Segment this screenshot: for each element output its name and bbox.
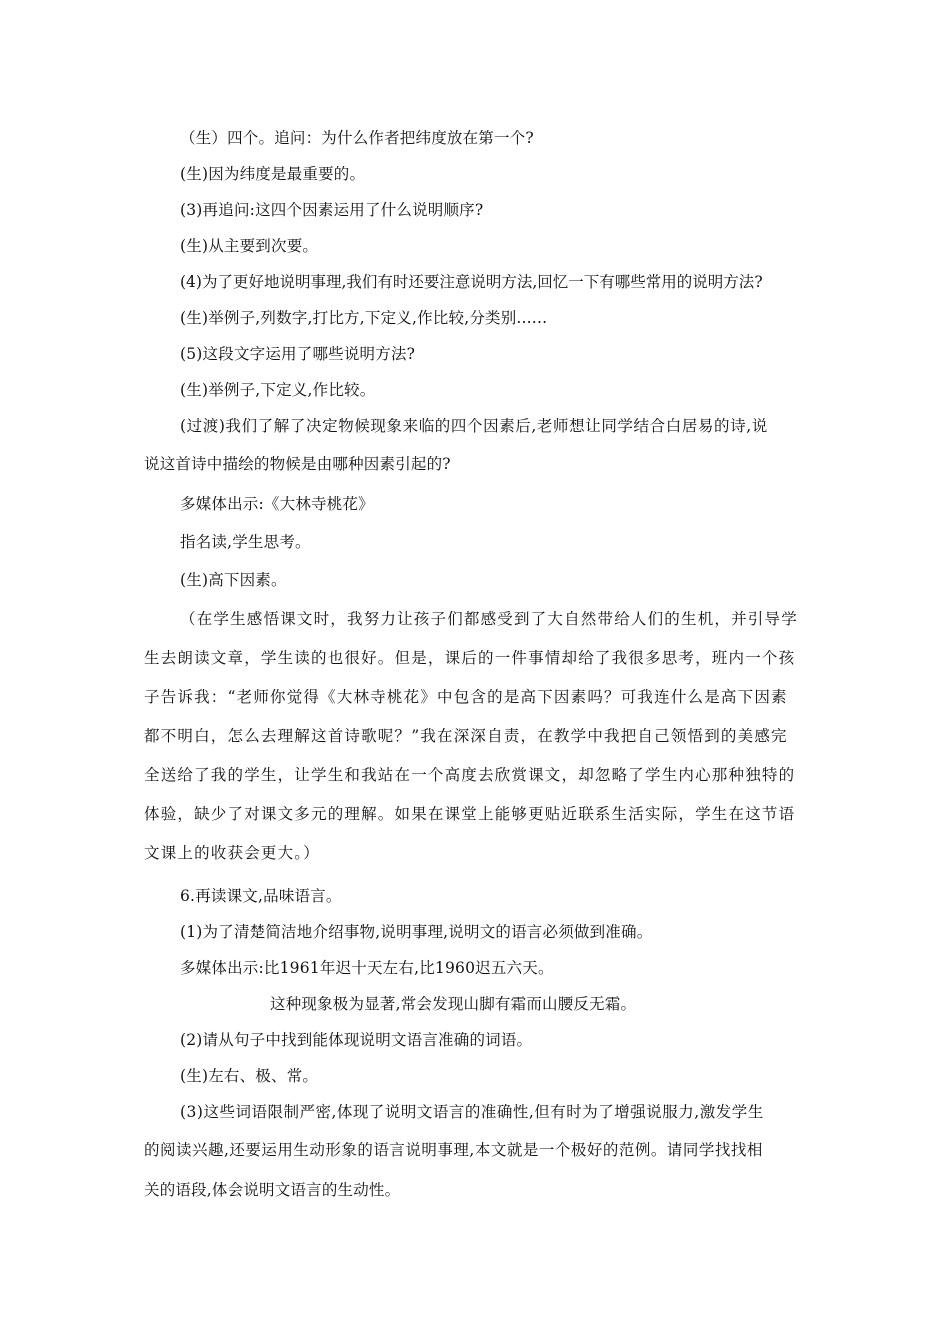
text-line: (生)左右、极、常。 bbox=[180, 1067, 319, 1085]
text-line: (2)请从句子中找到能体现说明文语言准确的词语。 bbox=[180, 1031, 533, 1049]
text-line: (4)为了更好地说明事理,我们有时还要注意说明方法,回忆一下有哪些常用的说明方法? bbox=[180, 273, 763, 291]
text-line: (生)举例子,列数字,打比方,下定义,作比较,分类别...... bbox=[180, 309, 548, 327]
reflection-line: 体验，缺少了对课文多元的理解。如果在课堂上能够更贴近联系生活实际，学生在这节语 bbox=[144, 805, 796, 823]
text-line: （生）四个。追问：为什么作者把纬度放在第一个? bbox=[180, 129, 534, 147]
teaching-reflection-paragraph bbox=[144, 600, 816, 873]
text-line: (生)高下因素。 bbox=[180, 571, 287, 589]
text-line: (生)从主要到次要。 bbox=[180, 237, 319, 255]
text-line: (1)为了清楚简洁地介绍事物,说明事理,说明文的语言必须做到准确。 bbox=[180, 923, 653, 941]
reflection-line: 生去朗读文章，学生读的也很好。但是，课后的一件事情却给了我很多思考，班内一个孩 bbox=[144, 649, 796, 667]
text-line: 多媒体出示:《大林寺桃花》 bbox=[180, 495, 374, 513]
text-line: 说这首诗中描绘的物候是由哪种因素引起的? bbox=[144, 455, 451, 473]
reflection-line: （在学生感悟课文时，我努力让孩子们都感受到了大自然带给人们的生机，并引导学 bbox=[180, 610, 798, 628]
text-line: 这种现象极为显著,常会发现山脚有霜而山腰反无霜。 bbox=[270, 995, 637, 1013]
text-line: 指名读,学生思考。 bbox=[180, 533, 311, 551]
text-line: 多媒体出示:比1961年迟十天左右,比1960迟五六天。 bbox=[180, 959, 554, 977]
reflection-line: 子告诉我：“老师你觉得《大林寺桃花》中包含的是高下因素吗？可我连什么是高下因素 bbox=[144, 688, 788, 706]
text-line: (生)举例子,下定义,作比较。 bbox=[180, 381, 376, 399]
text-line: (生)因为纬度是最重要的。 bbox=[180, 165, 366, 183]
text-line: 关的语段,体会说明文语言的生动性。 bbox=[144, 1181, 401, 1199]
reflection-line: 都不明白，怎么去理解这首诗歌呢？”我在深深自责，在教学中我把自己领悟到的美感完 bbox=[144, 727, 788, 745]
text-line: (3)这些词语限制严密,体现了说明文语言的准确性,但有时为了增强说服力,激发学生 bbox=[180, 1103, 764, 1121]
text-line: 的阅读兴趣,还要运用生动形象的语言说明事理,本文就是一个极好的范例。请同学找找相 bbox=[144, 1141, 763, 1159]
reflection-line: 全送给了我的学生，让学生和我站在一个高度去欣赏课文，却忽略了学生内心那种独特的 bbox=[144, 766, 796, 784]
section-heading: 6.再读课文,品味语言。 bbox=[180, 887, 342, 905]
text-line: (3)再追问:这四个因素运用了什么说明顺序? bbox=[180, 201, 484, 219]
reflection-line: 文课上的收获会更大。） bbox=[144, 844, 320, 862]
text-line: (5)这段文字运用了哪些说明方法? bbox=[180, 345, 416, 363]
text-line: (过渡)我们了解了决定物候现象来临的四个因素后,老师想让同学结合白居易的诗,说 bbox=[180, 417, 768, 435]
